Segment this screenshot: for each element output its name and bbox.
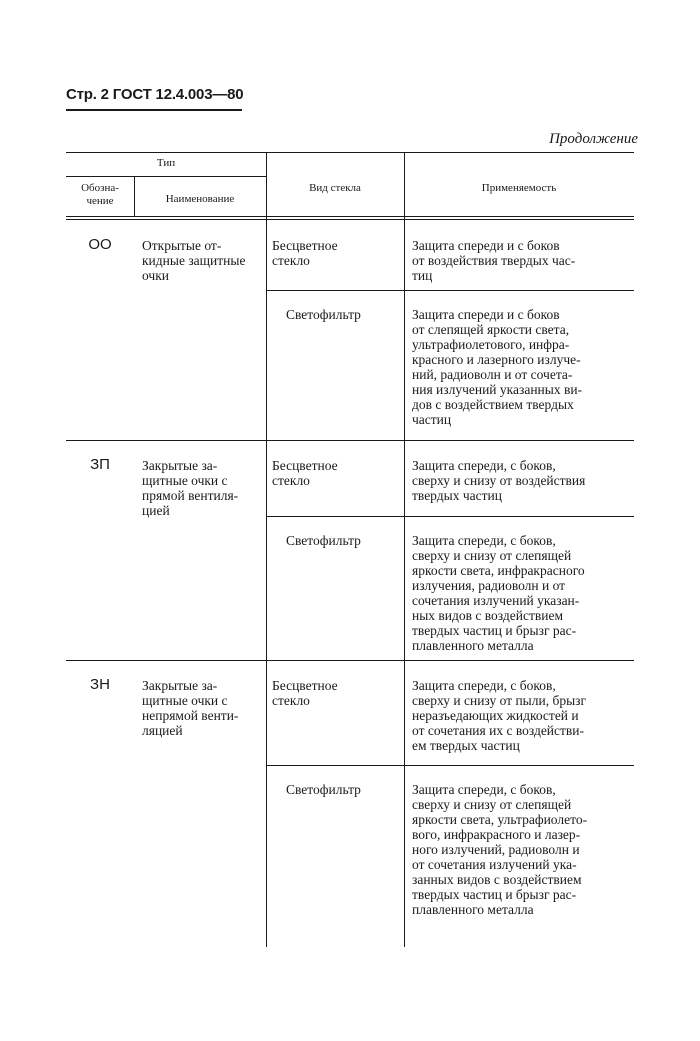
header-bottom-rule: [66, 216, 634, 217]
row-oo-application-clear: Защита спереди и с боков от воздействия твердых час- тиц: [412, 238, 576, 283]
header-designation: Обозна- чение: [81, 182, 119, 207]
row-zn-application-filter: Защита спереди, с боков, сверху и снизу от слепящей яркости света, ультрафиолето- вого, инфракрасного и лазер- ного излучений, радиоволн и от сочетания излучений ука- занных видов с воздействием твердых частиц и брызг рас- плавленного металла: [412, 782, 588, 917]
row-zp-variant-rule: [266, 516, 634, 517]
row-oo-name: Открытые от- кидные защитные очки: [142, 238, 246, 283]
row-zp-application-clear: Защита спереди, с боков, сверху и снизу от воздействия твердых частиц: [412, 458, 586, 503]
header-rule: [66, 109, 242, 111]
type-group-rule: [66, 176, 266, 177]
row-zn-name: Закрытые за- щитные очки с непрямой венти- ляцией: [142, 678, 239, 738]
row-oo-bottom-rule: [66, 440, 634, 441]
row-zn-glass-filter: Светофильтр: [286, 782, 361, 797]
row-zp-bottom-rule: [66, 660, 634, 661]
row-zp-code: ЗП: [90, 456, 110, 473]
row-oo-application-filter: Защита спереди и с боков от слепящей яркости света, ультрафиолетового, инфра- красного и лазерного излуче- ний, радиоволн и от сочета- ния излучений указанных ви- дов с воздействием твердых частиц: [412, 307, 583, 427]
row-oo-glass-filter: Светофильтр: [286, 307, 361, 322]
row-oo-code: ОО: [88, 236, 112, 253]
row-zp-name: Закрытые за- щитные очки с прямой вентиля- цией: [142, 458, 239, 518]
header-application: Применяемость: [481, 182, 557, 194]
row-zp-application-filter: Защита спереди, с боков, сверху и снизу от слепящей яркости света, инфракрасного излучения, радиоволн и от сочетания излучений указан- ных видов с воздействием твердых частиц и брызг рас- плавленного металла: [412, 533, 585, 653]
page-header: Стр. 2 ГОСТ 12.4.003—80: [66, 86, 244, 103]
name-col-divider: [266, 152, 267, 947]
glass-col-divider: [404, 152, 405, 947]
row-zn-application-clear: Защита спереди, с боков, сверху и снизу от пыли, брызг неразъедающих жидкостей и от сочетания их с воздействи- ем твердых частиц: [412, 678, 587, 753]
protective-glasses-table: [66, 152, 634, 952]
header-glass: Вид стекла: [309, 182, 361, 194]
row-oo-variant-rule: [266, 290, 634, 291]
row-oo-glass-clear: Бесцветное стекло: [272, 238, 338, 268]
header-type-group: Тип: [156, 157, 176, 169]
header-name: Наименование: [165, 193, 235, 205]
continuation-label: Продолжение: [549, 131, 638, 147]
row-zp-glass-clear: Бесцветное стекло: [272, 458, 338, 488]
row-zn-glass-clear: Бесцветное стекло: [272, 678, 338, 708]
table-top-rule: [66, 152, 634, 153]
row-zn-variant-rule: [266, 765, 634, 766]
row-zn-code: ЗН: [90, 676, 110, 693]
row-zp-glass-filter: Светофильтр: [286, 533, 361, 548]
header-bottom-rule-2: [66, 219, 634, 220]
